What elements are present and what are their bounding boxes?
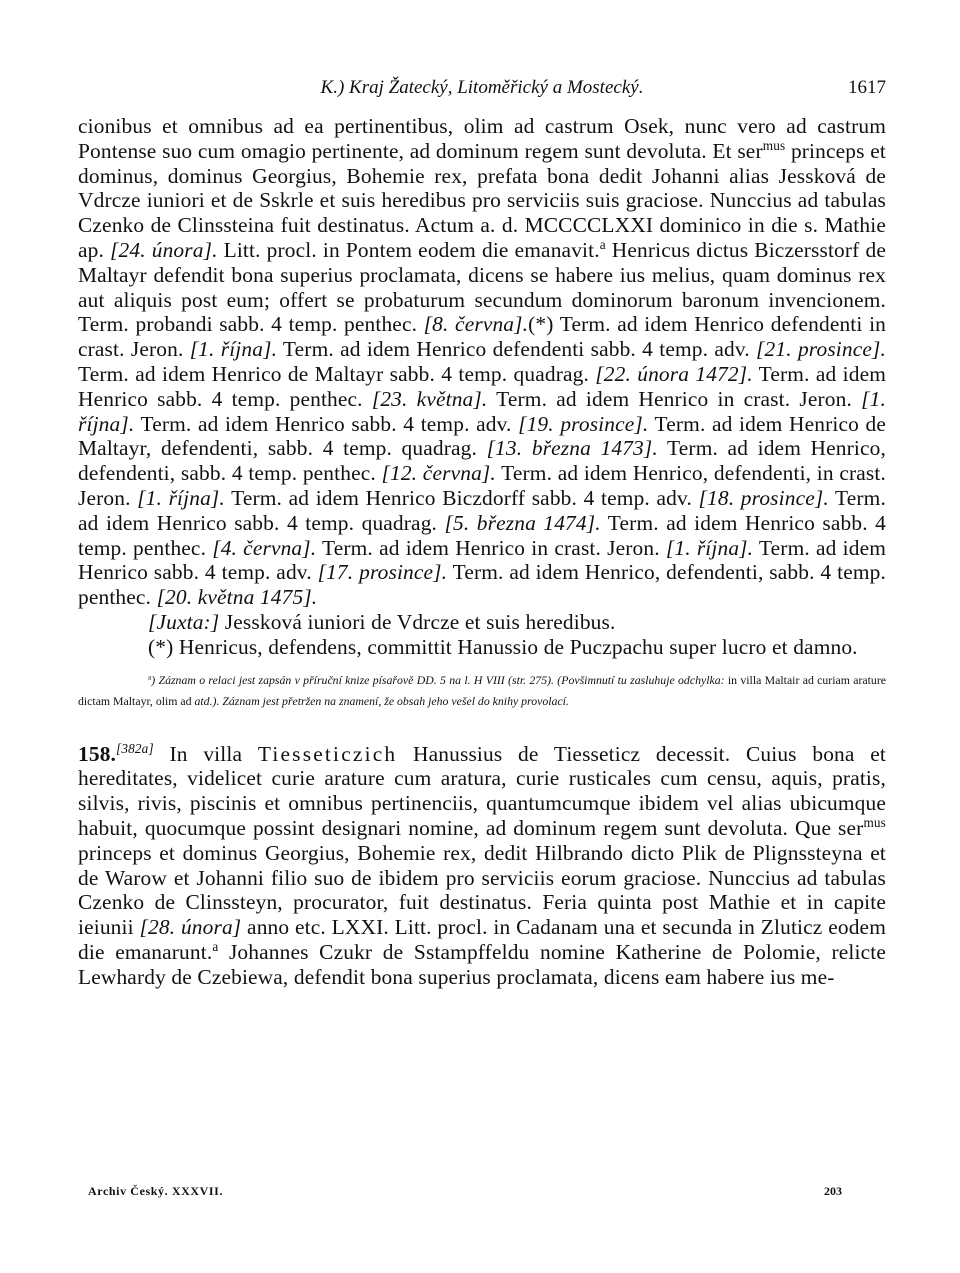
date-note: [8. června]. <box>423 312 529 337</box>
text-run: cionibus et omnibus ad ea pertinentibus, olim ad castrum Osek, nunc vero ad castrum Pontense suo cum omagio pertinente, ad dominum regem sunt devoluta. Et ser <box>78 114 886 163</box>
text-run: Henricus dictus Biczersstorf de Maltayr defendit bona superius proclamata, dicens se habere ius melius, quam dominus rex aut aliquis post eum; offert se probaturum secundum dominorum baronum invencionem. Term. probandi sabb. 4 temp. penthec. <box>78 237 886 337</box>
date-note: [12. června]. <box>381 461 496 486</box>
text-run: ) Záznam o relaci jest zapsán v příruční knize písařově DD. 5 na l. H VIII (str. 275). (Povšimnutí tu zasluhuje odchylka: <box>151 672 728 687</box>
entry-paragraph <box>78 742 886 990</box>
date-note: [22. února 1472]. <box>595 361 753 386</box>
juxta-label: [Juxta:] <box>148 609 220 634</box>
text-run: in villa Maltair ad curiam arature dictam Maltayr, olim ad <box>78 672 886 708</box>
superscript: mus <box>762 137 786 153</box>
footer-sheet-number: 203 <box>824 1184 842 1198</box>
text-run: princeps et dominus, dominus Georgius, Bohemie rex, prefata bona dedit Johanni alias Jessková de Vdrcze iuniori et de Sskrle et suis heredibus pro serviciis suis graciose. Nunccius ad tabulas Czenko de Clinssteina fuit destinatus. Actum a. d. MCCCCLXXI dominico in die s. Mathie ap. <box>78 138 886 262</box>
text-run: Term. ad idem Henrico, defendenti, sabb. 4 temp. penthec. <box>78 560 886 610</box>
text-run: Hanussius de Tiesseticz decessit. Cuius bona et hereditates, videlicet curie arature cum aratura, curie rusticales cum censu, aquis, pratis, silvis, rivis, piscinis et omnibus pertinenciis, quantumcumque ibidem vel alias ubicumque habuit, quocumque possint designari nomine, ad dominum regem sunt devoluta. Que ser <box>78 741 887 840</box>
footer-volume: Archiv Český. XXXVII. <box>88 1184 224 1198</box>
entry-158 <box>78 742 886 990</box>
main-text <box>78 114 886 660</box>
superscript: mus <box>863 814 886 830</box>
folio-reference: [382a] <box>116 740 154 756</box>
date-note: [1. října]. <box>189 337 278 362</box>
text-run: Term. ad idem Henrico, defendenti, sabb. 4 temp. penthec. <box>78 436 887 486</box>
date-note: [5. března 1474]. <box>444 510 601 535</box>
date-note: [13. března 1473]. <box>486 436 658 461</box>
section-gap <box>78 712 886 742</box>
text-run: In villa <box>153 741 258 766</box>
star-note: (*) Henricus, defendens, committit Hanussio de Puczpachu super lucro et damno. <box>148 634 858 659</box>
juxta-line <box>78 610 886 635</box>
footnote-marker: a <box>212 938 219 954</box>
text-run: (*) Term. ad idem Henrico defendenti in crast. Jeron. <box>78 312 887 362</box>
text-run: Term. ad idem Henrico, defendenti, in crast. Jeron. <box>78 461 886 510</box>
date-note: [19. prosince]. <box>518 411 649 436</box>
date-note: [23. května]. <box>371 386 488 411</box>
text-run: Term. ad idem Henrico sabb. 4 temp. quadrag. <box>78 485 886 535</box>
text-run: Term. ad idem Henrico de Maltayr, defendenti, sabb. 4 temp. quadrag. <box>78 411 886 461</box>
document-page <box>78 70 886 990</box>
text-run: Term. ad idem Henrico defendenti sabb. 4 temp. adv. <box>277 337 757 362</box>
running-title: K.) Kraj Žatecký, Litoměřický a Mostecký. <box>320 77 644 98</box>
date-note: [28. února] <box>139 915 242 940</box>
text-run: princeps et dominus Georgius, Bohemie rex, dedit Hilbrando dicto Plik de Plignssteyna et de Warow et Johanni filio suo de ibidem pro serviciis eorum graciose. Nunccius ad tabulas Czenko de Clinssteyn, procurator, fuit destinatus. Feria quinta post Mathie et in capite ieiunii <box>78 840 886 940</box>
text-run: Term. ad idem Henrico de Maltayr sabb. 4 temp. quadrag. <box>78 361 596 386</box>
date-note: [21. prosince]. <box>756 337 886 362</box>
date-note: [20. května 1475]. <box>156 585 318 610</box>
date-note: [17. prosince]. <box>317 560 448 585</box>
juxta-text: Jessková iuniori de Vdrcze et suis heredibus. <box>219 609 616 634</box>
text-run: atd.). Záznam jest přetržen na znamení, že obsah jeho vešel do knihy provolací. <box>191 693 569 708</box>
text-run: Litt. procl. in Pontem eodem die emanavit. <box>217 237 600 262</box>
text-run: Term. ad idem Henrico sabb. 4 temp. adv. <box>134 411 519 436</box>
footnote-marker: a <box>599 237 606 253</box>
text-run: anno etc. LXXI. Litt. procl. in Cadanam una et secunda in Zluticz eodem die emanarunt. <box>78 915 886 964</box>
date-note: [24. února]. <box>110 237 218 262</box>
footnote-paragraph <box>78 670 886 712</box>
date-note: [1. října]. <box>78 386 886 436</box>
page-number: 1617 <box>848 77 886 98</box>
date-note: [1. října]. <box>665 535 754 560</box>
date-note: [18. prosince]. <box>698 485 829 510</box>
text-run: Term. ad idem Henrico sabb. 4 temp. penthec. <box>78 361 887 411</box>
running-header <box>78 70 886 106</box>
paragraph-proclamation <box>78 114 886 610</box>
date-note: [1. října]. <box>137 485 225 510</box>
text-run: Term. ad idem Henrico in crast. Jeron. <box>316 535 666 560</box>
text-run: Johannes Czukr de Sstampffeldu nomine Katherine de Polomie, relicte Lewhardy de Czebiewa, defendit bona superius proclamata, dicens eam habere ius me- <box>78 939 886 989</box>
text-run: Term. ad idem Henrico sabb. 4 temp. penthec. <box>78 510 887 560</box>
footnote-marker: a <box>148 672 152 682</box>
entry-number: 158. <box>78 741 117 766</box>
date-note: [4. června]. <box>212 535 317 560</box>
text-run: Term. ad idem Henrico sabb. 4 temp. adv. <box>78 535 886 585</box>
footnote <box>78 670 886 712</box>
place-name: Tiesseticzich <box>257 741 398 766</box>
text-run: Term. ad idem Henrico Biczdorff sabb. 4 temp. adv. <box>224 485 699 510</box>
page-footer <box>88 1184 842 1206</box>
text-run: Term. ad idem Henrico in crast. Jeron. <box>487 386 862 411</box>
